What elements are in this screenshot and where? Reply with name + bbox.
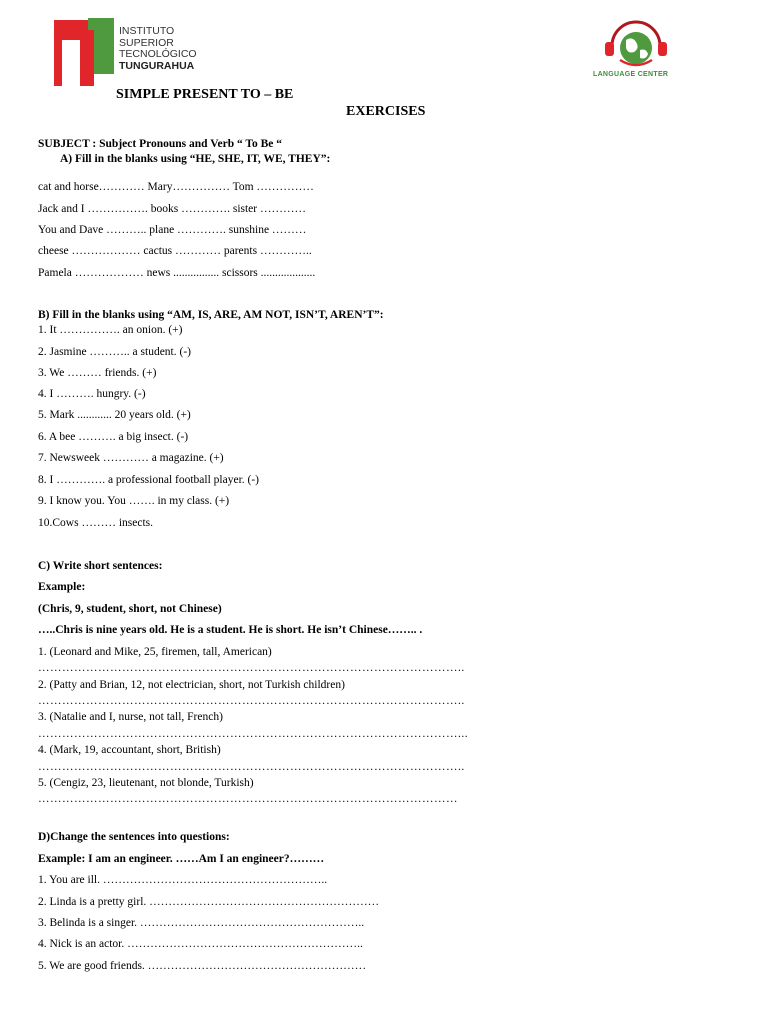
institute-name-line: TECNOLÓGICO [119, 48, 197, 60]
section-c-example-answer: …..Chris is nine years old. He is a student. He is short. He isn’t Chinese…….. . [38, 624, 423, 636]
section-a-row: Pamela ……………… news ................ scissors ................... [38, 267, 316, 279]
section-d-item: 5. We are good friends. ………………………………………………… [38, 960, 367, 972]
section-b-item: 4. I ………. hungry. (-) [38, 388, 146, 400]
section-b-item: 6. A bee ………. a big insect. (-) [38, 431, 189, 443]
section-d-item: 3. Belinda is a singer. ………………………………………………….. [38, 917, 365, 929]
answer-line: …………………………………………………………………………………………….. [38, 761, 465, 773]
section-c-item: 3. (Natalie and I, nurse, not tall, French) [38, 711, 223, 723]
section-d-item: 4. Nick is an actor. …………………………………………………….. [38, 938, 363, 950]
answer-line: ……………………………………………………………………………………………... [38, 728, 469, 740]
section-b-item: 10.Cows ……… insects. [38, 517, 153, 529]
section-b-item: 8. I …………. a professional football player. (-) [38, 474, 259, 486]
section-a-heading: A) Fill in the blanks using “HE, SHE, IT, WE, THEY”: [60, 153, 331, 165]
section-b-heading: B) Fill in the blanks using “AM, IS, ARE, AM NOT, ISN’T, AREN’T”: [38, 309, 384, 321]
section-b-item: 5. Mark ............ 20 years old. (+) [38, 409, 191, 421]
section-c-heading: C) Write short sentences: [38, 560, 163, 572]
institute-name-line: SUPERIOR [119, 36, 174, 49]
section-b-item: 1. It ……………. an onion. (+) [38, 324, 183, 336]
section-a-row: Jack and I ……………. books …………. sister ………… [38, 203, 306, 215]
section-d-example: Example: I am an engineer. ……Am I an engineer?……… [38, 853, 325, 865]
section-c-example-prompt: (Chris, 9, student, short, not Chinese) [38, 603, 222, 615]
section-c-item: 1. (Leonard and Mike, 25, firemen, tall, American) [38, 646, 272, 658]
section-b-item: 2. Jasmine ……….. a student. (-) [38, 346, 191, 358]
section-a-row: cat and horse………… Mary…………… Tom …………… [38, 181, 314, 193]
language-center-label: LANGUAGE CENTER [593, 71, 669, 78]
section-d-item: 1. You are ill. ………………………………………………….. [38, 874, 328, 886]
section-d-item: 2. Linda is a pretty girl. …………………………………………………… [38, 896, 380, 908]
answer-line: …………………………………………………………………………………………….. [38, 695, 465, 707]
answer-line: …………………………………………………………………………………………….. [38, 662, 465, 674]
answer-line: …………………………………………………………………………………………… [38, 793, 458, 805]
page-title: SIMPLE PRESENT TO – BE [116, 87, 294, 102]
section-c-item: 4. (Mark, 19, accountant, short, British) [38, 744, 221, 756]
section-b-item: 9. I know you. You ……. in my class. (+) [38, 495, 230, 507]
section-c-item: 5. (Cengiz, 23, lieutenant, not blonde, Turkish) [38, 777, 254, 789]
institute-logo-mark [54, 18, 116, 88]
section-a-row: You and Dave ……….. plane …………. sunshine ……… [38, 224, 307, 236]
globe-headphones-icon [600, 20, 672, 72]
institute-name-line: INSTITUTO [119, 25, 175, 37]
section-d-heading: D)Change the sentences into questions: [38, 831, 230, 843]
section-c-example-label: Example: [38, 581, 86, 593]
section-c-item: 2. (Patty and Brian, 12, not electrician, short, not Turkish children) [38, 679, 345, 691]
section-b-item: 7. Newsweek ………… a magazine. (+) [38, 452, 224, 464]
institute-name-line: TUNGURAHUA [119, 59, 195, 72]
subject-line: SUBJECT : Subject Pronouns and Verb “ To Be “ [38, 138, 283, 150]
section-a-row: cheese ……………… cactus ………… parents ………….. [38, 245, 312, 257]
page-subtitle: EXERCISES [346, 104, 426, 119]
section-b-item: 3. We ……… friends. (+) [38, 367, 157, 379]
